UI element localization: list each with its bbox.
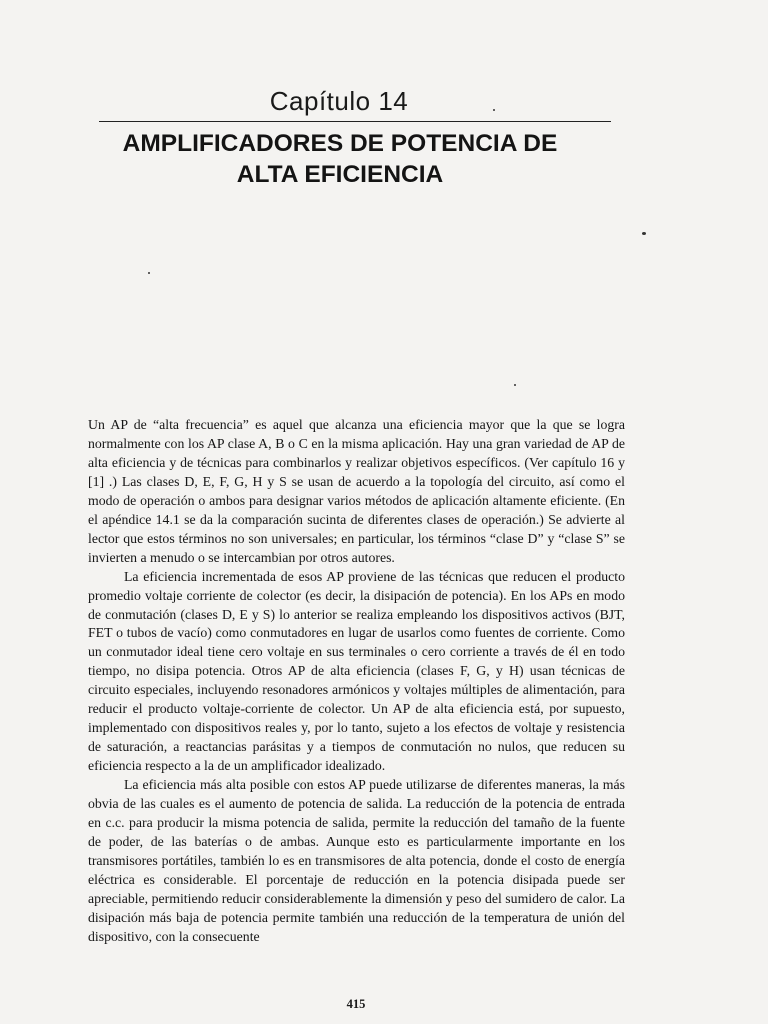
chapter-title [80,128,600,190]
chapter-title-line-1: AMPLIFICADORES DE POTENCIA DE [122,130,558,157]
paragraph: Un AP de “alta frecuencia” es aquel que alcanza una eficiencia mayor que la que se logra normalmente con los AP clase A, B o C en la misma aplicación. Hay una gran variedad de AP de alta eficiencia y de técnicas para combinarlos y realizar objetivos específicos. (Ver capítulo 16 y [1] .) Las clases D, E, F, G, H y S se usan de acuerdo a la topología del circuito, así como el modo de operación o ambos para designar varios métodos de aplicación altamente eficiente. (En el apéndice 14.1 se da la comparación sucinta de diferentes clases de operación.) Se advierte al lector que estos términos no son universales; en particular, los términos “clase D” y “clase S” se invierten a menudo o se intercambian por otros autores. [88,417,625,565]
paragraph: La eficiencia incrementada de esos AP proviene de las técnicas que reducen el producto promedio voltaje corriente de colector (es decir, la disipación de potencia). En los APs en modo de conmutación (clases D, E y S) lo anterior se realiza empleando los dispositivos activos (BJT, FET o tubos de vacío) como conmutadores en lugar de usarlos como fuentes de corriente. Como un conmutador ideal tiene cero voltaje en sus terminales o cero corriente a través de él en todo tiempo, no disipa potencia. Otros AP de alta eficiencia (clases F, G, y H) usan técnicas de circuito especiales, incluyendo resonadores armónicos y voltajes múltiples de alimentación, para reducir el producto voltaje-corriente de colector. Un AP de alta eficiencia está, por supuesto, implementado con dispositivos reales y, por lo tanto, sujeto a los efectos de voltaje y resistencia de saturación, a reactancias parásitas y a tiempos de conmutación no nulos, que reducen su eficiencia respecto a la de un amplificador idealizado. [88,568,625,774]
body-text [88,416,625,947]
page-number: 415 [346,997,366,1011]
scan-speck [148,272,150,274]
chapter-label: Capítulo 14 [269,86,409,116]
paragraph: La eficiencia más alta posible con estos AP puede utilizarse de diferentes maneras, la más obvia de las cuales es el aumento de potencia de salida. La reducción de la potencia de entrada en c.c. para producir la misma potencia de salida, permite la reducción del tamaño de la fuente de poder, de las baterías o de ambas. Aunque esto es particularmente importante en los transmisores portátiles, también lo es en transmisores de alta potencia, donde el costo de energía eléctrica es considerable. El porcentaje de reducción en la potencia disipada puede ser apreciable, permitiendo reducir considerablemente la dimensión y peso del sumidero de calor. La disipación más baja de potencia permite también una reducción de la temperatura de unión del dispositivo, con la consecuente [88,777,625,944]
chapter-title-line-2: ALTA EFICIENCIA [236,161,444,188]
scan-speck [514,384,516,386]
scan-speck [493,109,495,111]
scan-speck [642,232,646,235]
title-rule [99,121,611,122]
